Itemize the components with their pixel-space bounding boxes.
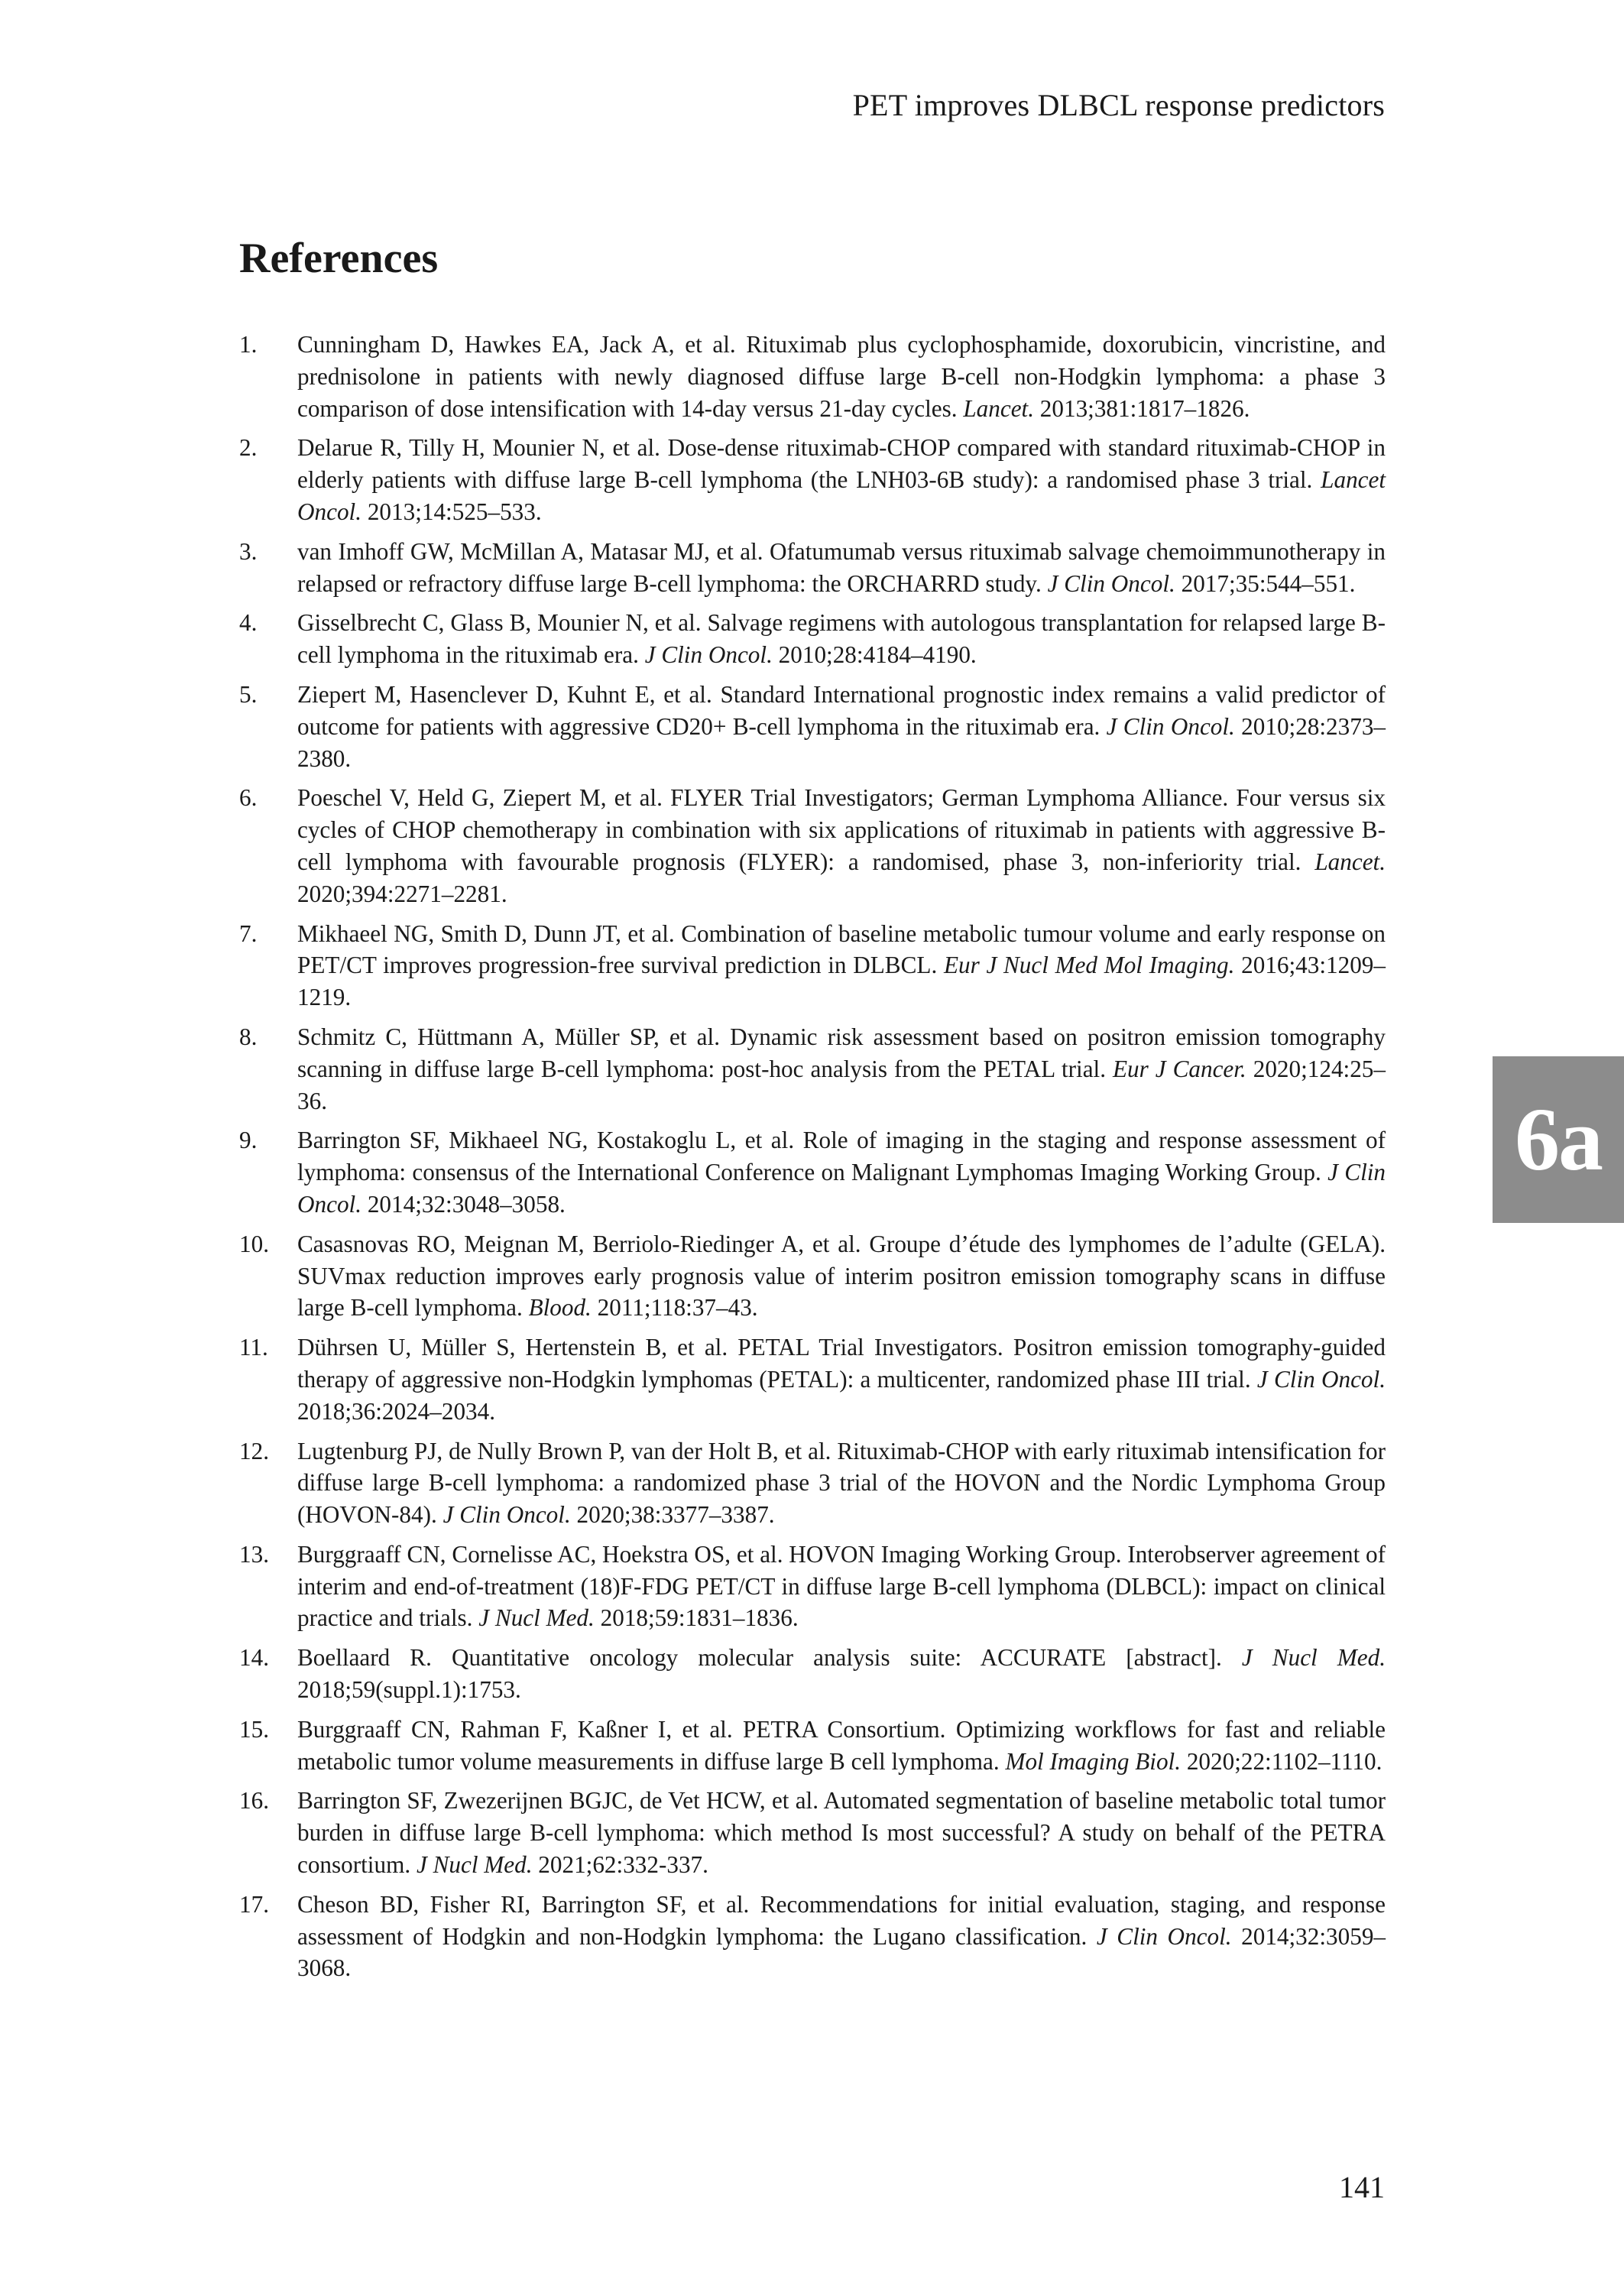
reference-text: Schmitz C, Hüttmann A, Müller SP, et al. Dynamic risk assessment based on positron emission tomography scanning in diffuse large B-cell lymphoma: post-hoc analysis from the PETAL trial. — [297, 1023, 1386, 1082]
reference-citation: 2020;22:1102–1110. — [1186, 1747, 1383, 1775]
reference-journal: J Clin Oncol. — [1106, 712, 1235, 740]
reference-citation: 2020;38:3377–3387. — [576, 1501, 775, 1529]
reference-citation: 2020;124:25–36. — [297, 1055, 1386, 1114]
reference-journal: Lancet. — [963, 394, 1034, 422]
reference-number: 15. — [239, 1715, 269, 1743]
reference-text: Cunningham D, Hawkes EA, Jack A, et al. Rituximab plus cyclophosphamide, doxorubicin, vincristine, and prednisolone in patients with newly diagnosed diffuse large B-cell non-Hodgkin lymphoma: a phase 3 comparison of dose intensification with 14-day versus 21-day cycles. — [297, 331, 1386, 422]
running-head: PET improves DLBCL response predictors — [852, 88, 1385, 122]
reference-text: Dührsen U, Müller S, Hertenstein B, et al. PETAL Trial Investigators. Positron emission tomography-guided therapy of aggressive non-Hodgkin lymphomas (PETAL): a multicenter, randomized phase III trial. — [297, 1334, 1386, 1393]
reference-journal: J Nucl Med. — [1241, 1644, 1386, 1672]
reference-citation: 2018;59(suppl.1):1753. — [297, 1676, 521, 1704]
reference-text: Burggraaff CN, Rahman F, Kaßner I, et al. PETRA Consortium. Optimizing workflows for fast and reliable metabolic tumor volume measurements in diffuse large B cell lymphoma. — [297, 1715, 1386, 1775]
reference-item — [239, 1228, 1386, 1324]
reference-citation: 2016;43:1209–1219. — [297, 952, 1386, 1011]
reference-citation: 2014;32:3048–3058. — [367, 1190, 566, 1218]
reference-item — [239, 432, 1386, 527]
reference-journal: J Clin Oncol. — [1096, 1922, 1232, 1950]
reference-number: 12. — [239, 1437, 269, 1464]
page-number: 141 — [1339, 2170, 1385, 2204]
reference-item — [239, 1785, 1386, 1880]
reference-number: 9. — [239, 1127, 258, 1154]
reference-citation: 2021;62:332-337. — [538, 1851, 708, 1879]
reference-text: Mikhaeel NG, Smith D, Dunn JT, et al. Combination of baseline metabolic tumour volume and early response on PET/CT improves progression-free survival prediction in DLBCL. — [297, 919, 1386, 979]
reference-citation: 2010;28:2373–2380. — [297, 712, 1386, 772]
reference-journal: Mol Imaging Biol. — [1005, 1747, 1182, 1775]
reference-number: 8. — [239, 1023, 258, 1050]
reference-text: Burggraaff CN, Cornelisse AC, Hoekstra OS, et al. HOVON Imaging Working Group. Interobserver agreement of interim and end-of-treatment (18)F-FDG PET/CT in diffuse large B-cell lymphoma (DLBCL): impact on clinical practice and trials. — [297, 1540, 1386, 1632]
reference-text: Casasnovas RO, Meignan M, Berriolo-Riedinger A, et al. Groupe d’étude des lymphomes de l’adulte (GELA). SUVmax reduction improves early prognosis value of interim positron emission tomography scans in diffuse large B-cell lymphoma. — [297, 1230, 1386, 1322]
reference-journal: Lancet. — [1314, 848, 1386, 875]
reference-citation: 2018;36:2024–2034. — [297, 1397, 496, 1425]
reference-number: 3. — [239, 537, 258, 565]
reference-item — [239, 536, 1386, 600]
reference-number: 10. — [239, 1230, 269, 1257]
section-title: References — [239, 235, 439, 282]
reference-journal: Blood. — [528, 1294, 592, 1322]
reference-journal: Eur J Nucl Med Mol Imaging. — [943, 952, 1235, 979]
reference-list — [239, 329, 1386, 1992]
reference-number: 7. — [239, 919, 258, 947]
reference-text: Boellaard R. Quantitative oncology molecular analysis suite: ACCURATE [abstract]. — [297, 1644, 1222, 1672]
reference-journal: J Clin Oncol. — [442, 1501, 571, 1529]
reference-citation: 2013;14:525–533. — [367, 498, 542, 525]
reference-number: 1. — [239, 331, 258, 358]
reference-citation: 2018;59:1831–1836. — [600, 1604, 799, 1632]
reference-number: 5. — [239, 680, 258, 708]
reference-journal: J Clin Oncol. — [1047, 569, 1175, 597]
reference-item — [239, 1331, 1386, 1427]
reference-journal: Eur J Cancer. — [1112, 1055, 1246, 1082]
reference-text: Barrington SF, Mikhaeel NG, Kostakoglu L, et al. Role of imaging in the staging and response assessment of lymphoma: consensus of the International Conference on Malignant Lymphomas Imaging Working Group. — [297, 1127, 1386, 1186]
reference-citation: 2020;394:2271–2281. — [297, 880, 507, 907]
chapter-tab: 6a — [1493, 1056, 1624, 1223]
reference-item — [239, 1435, 1386, 1531]
reference-citation: 2014;32:3059–3068. — [297, 1922, 1386, 1982]
reference-item — [239, 329, 1386, 424]
reference-journal: J Clin Oncol. — [1256, 1365, 1386, 1393]
reference-text: van Imhoff GW, McMillan A, Matasar MJ, et al. Ofatumumab versus rituximab salvage chemoimmunotherapy in relapsed or refractory diffuse large B-cell lymphoma: the ORCHARRD study. — [297, 537, 1386, 597]
reference-item — [239, 1642, 1386, 1706]
reference-item — [239, 782, 1386, 910]
reference-citation: 2010;28:4184–4190. — [778, 641, 977, 669]
reference-number: 16. — [239, 1787, 269, 1815]
reference-text: Lugtenburg PJ, de Nully Brown P, van der Holt B, et al. Rituximab-CHOP with early rituximab intensification for diffuse large B-cell lymphoma: a randomized phase 3 trial of the HOVON and the Nordic Lymphoma Group (HOVON-84). — [297, 1437, 1386, 1529]
reference-text: Delarue R, Tilly H, Mounier N, et al. Dose-dense rituximab-CHOP compared with standard rituximab-CHOP in elderly patients with diffuse large B-cell lymphoma (the LNH03-6B study): a randomised phase 3 trial. — [297, 434, 1386, 494]
reference-item — [239, 1889, 1386, 1984]
reference-text: Poeschel V, Held G, Ziepert M, et al. FLYER Trial Investigators; German Lymphoma Alliance. Four versus six cycles of CHOP chemotherapy in combination with six applications of rituximab in patients with aggressive B-cell lymphoma with favourable prognosis (FLYER): a randomised, phase 3, non-inferiority trial. — [297, 784, 1386, 875]
reference-item — [239, 607, 1386, 671]
reference-journal: J Nucl Med. — [416, 1851, 533, 1879]
reference-number: 13. — [239, 1540, 269, 1568]
reference-number: 2. — [239, 434, 258, 462]
reference-item — [239, 1539, 1386, 1634]
reference-citation: 2011;118:37–43. — [597, 1294, 758, 1322]
reference-number: 17. — [239, 1890, 269, 1918]
reference-number: 6. — [239, 784, 258, 812]
reference-text: Gisselbrecht C, Glass B, Mounier N, et al. Salvage regimens with autologous transplantation for relapsed large B-cell lymphoma in the rituximab era. — [297, 609, 1386, 669]
reference-journal: J Clin Oncol. — [644, 641, 773, 669]
reference-item — [239, 1124, 1386, 1220]
reference-citation: 2013;381:1817–1826. — [1039, 394, 1250, 422]
reference-text: Cheson BD, Fisher RI, Barrington SF, et al. Recommendations for initial evaluation, staging, and response assessment of Hodgkin and non-Hodgkin lymphoma: the Lugano classification. — [297, 1890, 1386, 1950]
reference-number: 14. — [239, 1644, 269, 1672]
reference-journal: Lancet Oncol. — [297, 466, 1386, 525]
reference-number: 4. — [239, 609, 258, 637]
reference-item — [239, 918, 1386, 1014]
reference-item — [239, 1714, 1386, 1778]
reference-text: Ziepert M, Hasenclever D, Kuhnt E, et al. Standard International prognostic index remains a valid predictor of outcome for patients with aggressive CD20+ B-cell lymphoma in the rituximab era. — [297, 680, 1386, 740]
reference-text: Barrington SF, Zwezerijnen BGJC, de Vet HCW, et al. Automated segmentation of baseline metabolic total tumor burden in diffuse large B-cell lymphoma: which method Is most successful? A study on behalf of the PETRA consortium. — [297, 1787, 1386, 1879]
reference-item — [239, 1021, 1386, 1117]
reference-journal: J Clin Oncol. — [297, 1159, 1386, 1218]
reference-number: 11. — [239, 1334, 268, 1361]
reference-item — [239, 679, 1386, 774]
reference-citation: 2017;35:544–551. — [1181, 569, 1356, 597]
reference-journal: J Nucl Med. — [478, 1604, 595, 1632]
